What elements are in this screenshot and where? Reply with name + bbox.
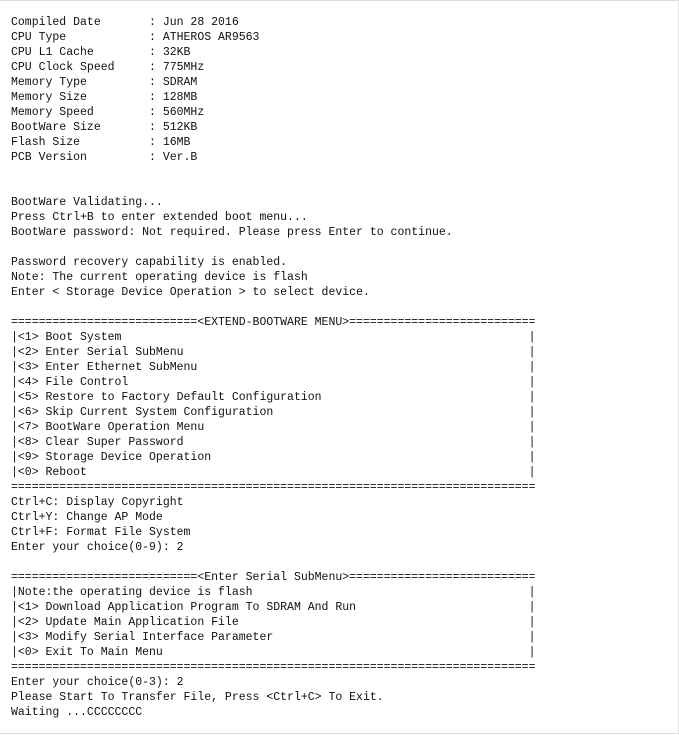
- terminal-line: Enter your choice(0-3): 2: [11, 676, 184, 689]
- terminal-line: ===========================<Enter Serial SubMenu>===========================: [11, 571, 536, 584]
- terminal-line: |<9> Storage Device Operation |: [11, 451, 536, 464]
- terminal-line: ============================================================================: [11, 661, 536, 674]
- terminal-line: Memory Size : 128MB: [11, 91, 198, 104]
- terminal-line: |<6> Skip Current System Configuration |: [11, 406, 536, 419]
- terminal-line: Memory Type : SDRAM: [11, 76, 198, 89]
- terminal-line: Please Start To Transfer File, Press <Ctrl+C> To Exit.: [11, 691, 384, 704]
- terminal-line: Memory Speed : 560MHz: [11, 106, 205, 119]
- terminal-line: |<1> Download Application Program To SDRAM And Run |: [11, 601, 536, 614]
- terminal-line: |<0> Exit To Main Menu |: [11, 646, 536, 659]
- terminal-line: Flash Size : 16MB: [11, 136, 191, 149]
- terminal-line: |<7> BootWare Operation Menu |: [11, 421, 536, 434]
- terminal-line: |<2> Update Main Application File |: [11, 616, 536, 629]
- terminal-line: [11, 165, 536, 180]
- terminal-line: CPU L1 Cache : 32KB: [11, 46, 191, 59]
- terminal-line: |<0> Reboot |: [11, 466, 536, 479]
- terminal-line: Enter < Storage Device Operation > to select device.: [11, 286, 370, 299]
- terminal-line: BootWare Validating...: [11, 196, 163, 209]
- terminal-line: |<1> Boot System |: [11, 331, 536, 344]
- terminal-line: |Note:the operating device is flash |: [11, 586, 536, 599]
- terminal-line: CPU Type : ATHEROS AR9563: [11, 31, 260, 44]
- terminal-line: Enter your choice(0-9): 2: [11, 541, 184, 554]
- terminal-line: |<3> Enter Ethernet SubMenu |: [11, 361, 536, 374]
- terminal-line: Ctrl+C: Display Copyright: [11, 496, 184, 509]
- terminal-line: BootWare password: Not required. Please press Enter to continue.: [11, 226, 453, 239]
- terminal-line: PCB Version : Ver.B: [11, 151, 198, 164]
- terminal-line: ===========================<EXTEND-BOOTWARE MENU>===========================: [11, 316, 536, 329]
- terminal-line: Compiled Date : Jun 28 2016: [11, 16, 239, 29]
- terminal-line: [11, 240, 536, 255]
- terminal-line: [11, 300, 536, 315]
- terminal-line: Ctrl+F: Format File System: [11, 526, 191, 539]
- terminal-line: |<5> Restore to Factory Default Configuration |: [11, 391, 536, 404]
- terminal-line: Note: The current operating device is flash: [11, 271, 308, 284]
- terminal-line: |<2> Enter Serial SubMenu |: [11, 346, 536, 359]
- terminal-line: |<3> Modify Serial Interface Parameter |: [11, 631, 536, 644]
- terminal-line: ============================================================================: [11, 481, 536, 494]
- terminal-line: Press Ctrl+B to enter extended boot menu...: [11, 211, 308, 224]
- terminal-line: CPU Clock Speed : 775MHz: [11, 61, 205, 74]
- terminal-line: |<8> Clear Super Password |: [11, 436, 536, 449]
- terminal-line: Waiting ...CCCCCCCC: [11, 706, 143, 719]
- terminal-line: [11, 555, 536, 570]
- terminal-line: |<4> File Control |: [11, 376, 536, 389]
- terminal-line: BootWare Size : 512KB: [11, 121, 198, 134]
- terminal-line: Password recovery capability is enabled.: [11, 256, 288, 269]
- terminal-line: [11, 180, 536, 195]
- terminal-output[interactable]: [11, 15, 536, 720]
- terminal-line: Ctrl+Y: Change AP Mode: [11, 511, 163, 524]
